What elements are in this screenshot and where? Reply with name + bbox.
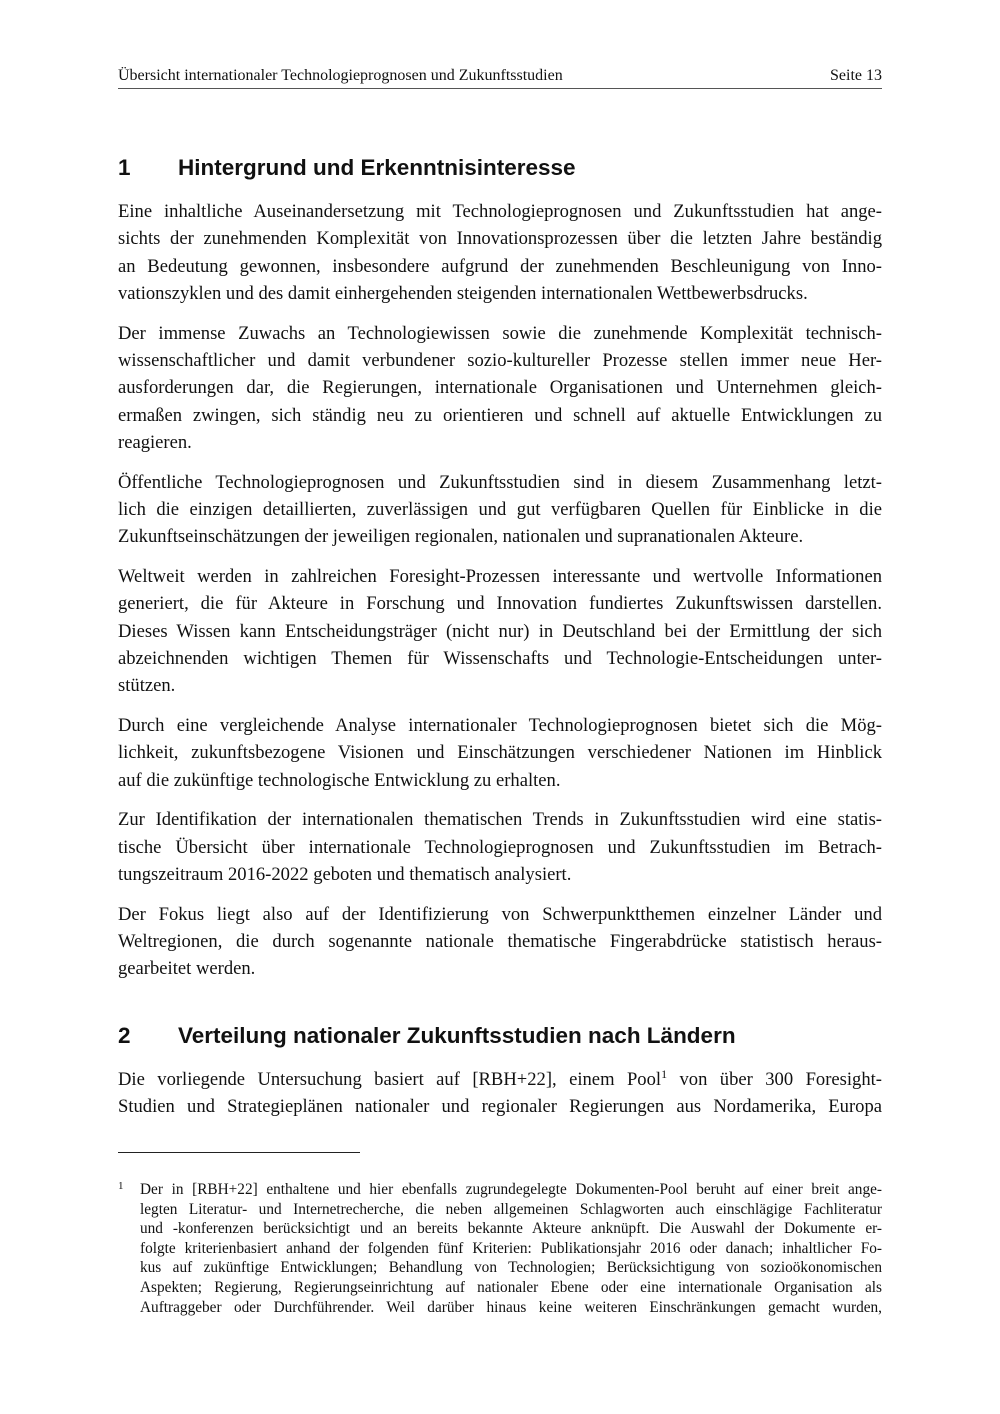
footnote-ref[interactable]: 1 xyxy=(661,1067,668,1081)
paragraph-line: Zukunftseinschätzungen der jeweiligen regionalen, nationalen und supranationalen Akteure. xyxy=(118,526,804,548)
paragraph-line: ausforderungen dar, die Regierungen, internationale Organisationen und Unternehmen gleich- xyxy=(118,377,882,399)
paragraph-line: Zur Identifikation der internationalen thematischen Trends in Zukunftsstudien wird eine statis- xyxy=(118,809,882,831)
paragraph-line: gearbeitet werden. xyxy=(118,958,256,980)
paragraph-line: Studien und Strategieplänen nationaler und regionaler Regierungen aus Nordamerika, Europa xyxy=(118,1096,882,1118)
paragraph-line: vationszyklen und des damit einhergehenden steigenden internationalen Wettbewerbsdrucks. xyxy=(118,282,808,304)
paragraph-line: an Bedeutung gewonnen, insbesondere aufgrund der zunehmenden Beschleunigung von Inno- xyxy=(118,255,882,277)
paragraph xyxy=(118,901,882,983)
footnote-line: Der in [RBH+22] enthaltene und hier ebenfalls zugrundegelegte Dokumenten-Pool beruht auf einer breit ange- xyxy=(140,1181,882,1198)
section-2-number: 2 xyxy=(118,1023,131,1048)
section-2-title: Verteilung nationaler Zukunftsstudien nach Ländern xyxy=(178,1023,736,1048)
paragraph-line: Eine inhaltliche Auseinandersetzung mit Technologieprognosen und Zukunftsstudien hat ange- xyxy=(118,201,882,222)
footnote-mark: 1 xyxy=(118,1180,124,1192)
footnote-line: legten Literatur- und Internetrecherche, die neben allgemeinen Schlagworten auch einschlägige Fachliteratur xyxy=(140,1200,882,1218)
section-1-number: 1 xyxy=(118,155,131,180)
footnote-line: Auftraggeber oder Durchführender. Weil darüber hinaus keine weiteren Einschränkungen gemacht wurden, xyxy=(140,1298,882,1316)
footnote-divider xyxy=(118,1152,360,1153)
header-title: Übersicht internationaler Technologieprognosen und Zukunftsstudien xyxy=(118,67,563,84)
paragraph-line: stützen. xyxy=(118,675,176,697)
paragraph-line: tische Übersicht über internationale Technologieprognosen und Zukunftsstudien im Betrach- xyxy=(118,836,882,858)
section-2-heading xyxy=(118,1022,736,1050)
page-number: Seite 13 xyxy=(830,67,882,84)
paragraph xyxy=(118,563,882,699)
paragraph-line: Der Fokus liegt also auf der Identifizierung von Schwerpunktthemen einzelner Länder und xyxy=(118,903,882,925)
paragraph-line: Weltweit werden in zahlreichen Foresight-Prozessen interessante und wertvolle Informationen xyxy=(118,566,882,588)
paragraph xyxy=(118,198,882,307)
page-header xyxy=(118,66,882,89)
paragraph xyxy=(118,712,882,794)
paragraph xyxy=(118,320,882,456)
paragraph-line: Der immense Zuwachs an Technologiewissen sowie die zunehmende Komplexität technisch- xyxy=(118,322,882,344)
paragraph-line: ermaßen zwingen, sich ständig neu zu orientieren und schnell auf aktuelle Entwicklungen zu xyxy=(118,404,882,426)
paragraph-line: generiert, die für Akteure in Forschung und Innovation fundiertes Zukunftswissen darstellen. xyxy=(118,593,882,615)
section-1-title: Hintergrund und Erkenntnisinteresse xyxy=(178,155,576,180)
text: von über 300 Foresight- xyxy=(667,1069,883,1090)
paragraph-line: Durch eine vergleichende Analyse internationaler Technologieprognosen bietet sich die Mög- xyxy=(118,715,882,737)
paragraph-line xyxy=(118,1066,882,1093)
footnote-line: kus auf zukünftige Entwicklungen; Behandlung von Technologien; Berücksichtigung von sozioökonomischen xyxy=(140,1259,882,1277)
section-1-body xyxy=(118,198,882,995)
footnote-text xyxy=(140,1180,882,1317)
paragraph xyxy=(118,806,882,888)
paragraph-line: lich die einzigen detaillierten, zuverlässigen und gut verfügbaren Quellen für Einblicke in die xyxy=(118,498,882,520)
paragraph-line: tungszeitraum 2016-2022 geboten und thematisch analysiert. xyxy=(118,864,572,886)
paragraph-line: auf die zukünftige technologische Entwicklung zu erhalten. xyxy=(118,769,561,791)
paragraph-line: Weltregionen, die durch sogenannte nationale thematische Fingerabdrücke statistisch heraus- xyxy=(118,931,882,953)
footnote-line: folgte kriterienbasiert anhand der folgenden fünf Kriterien: Publikationsjahr 2016 oder danach; inhaltlicher Fo- xyxy=(140,1239,882,1257)
paragraph xyxy=(118,1066,882,1121)
paragraph-line: abzeichnenden wichtigen Themen für Wissenschafts und Technologie-Entscheidungen unter- xyxy=(118,647,882,669)
paragraph-line: lichkeit, zukunftsbezogene Visionen und Einschätzungen verschiedener Nationen im Hinblick xyxy=(118,742,882,764)
paragraph xyxy=(118,469,882,551)
paragraph-line: Öffentliche Technologieprognosen und Zukunftsstudien sind in diesem Zusammenhang letzt- xyxy=(118,471,882,493)
section-1-heading xyxy=(118,154,576,182)
footnote xyxy=(118,1180,882,1317)
text: Die vorliegende Untersuchung basiert auf [RBH+22], einem Pool xyxy=(118,1069,662,1090)
paragraph-line: wissenschaftlicher und damit verbundener sozio-kultureller Prozesse stellen immer neue Her- xyxy=(118,349,882,371)
section-2-body xyxy=(118,1066,882,1133)
paragraph-line: sichts der zunehmenden Komplexität von Innovationsprozessen über die letzten Jahre beständig xyxy=(118,228,882,250)
paragraph-line: reagieren. xyxy=(118,431,192,453)
paragraph-line: Dieses Wissen kann Entscheidungsträger (nicht nur) in Deutschland bei der Ermittlung der sich xyxy=(118,620,882,642)
footnote-line: und -konferenzen berücksichtigt und an bereits bekannte Akteure anknüpft. Die Auswahl der Dokumente er- xyxy=(140,1220,882,1238)
footnote-line: Aspekten; Regierung, Regierungseinrichtung auf nationaler Ebene oder eine internationale Organisation als xyxy=(140,1278,882,1296)
